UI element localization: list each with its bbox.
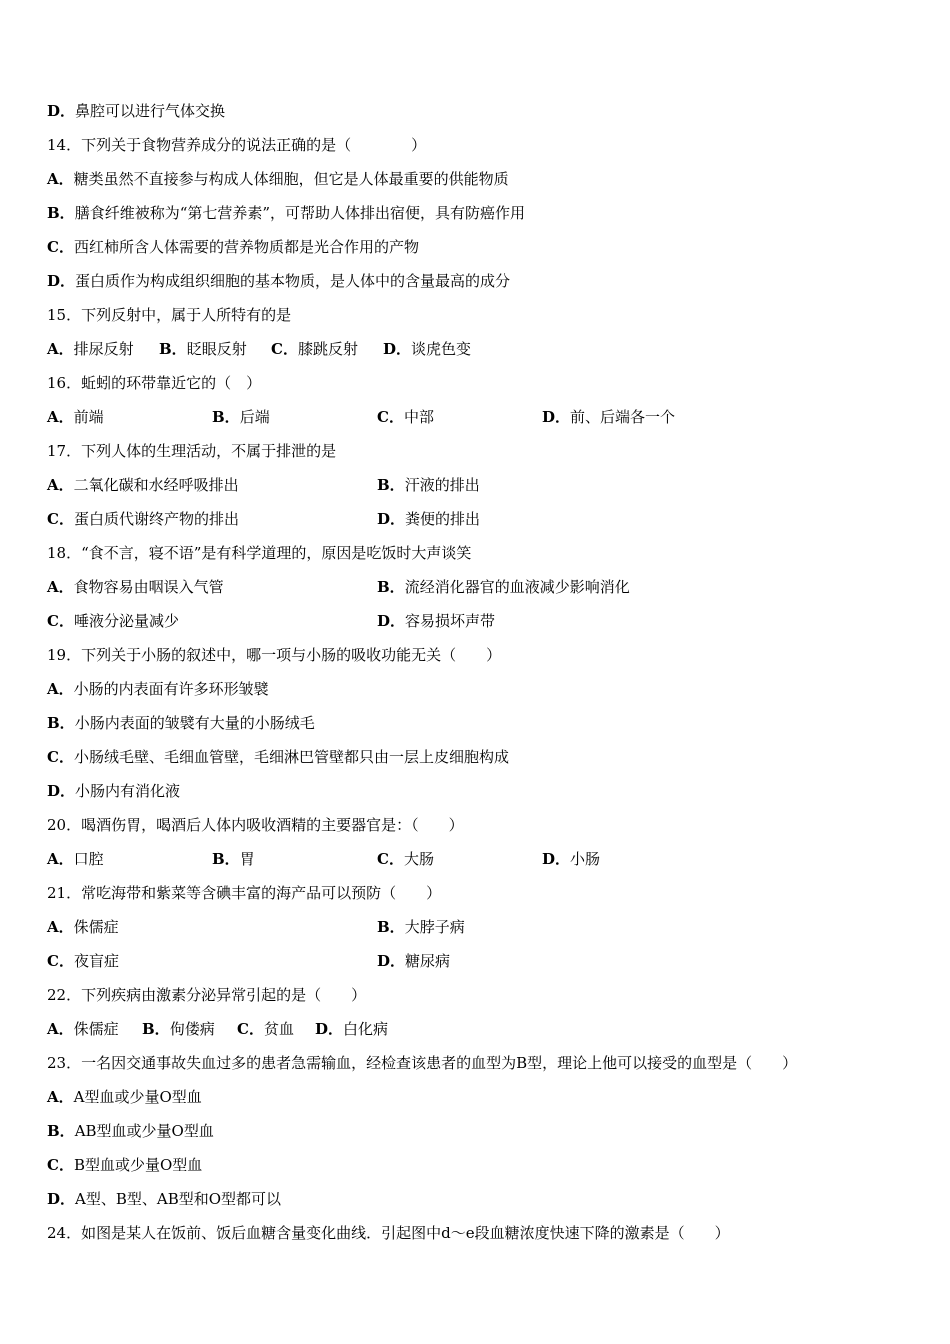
option-letter: D． (542, 408, 571, 426)
option-text: 侏儒症 (73, 918, 119, 936)
option-text: 流经消化器官的血液减少影响消化 (404, 578, 630, 596)
option-text: 白化病 (343, 1020, 389, 1038)
question-stem: 22．下列疾病由激素分泌异常引起的是（ ） (47, 986, 367, 1004)
question-stem: 17．下列人体的生理活动，不属于排泄的是 (47, 442, 337, 460)
option-text: 唾液分泌量减少 (73, 612, 179, 630)
option-letter: B． (47, 204, 75, 222)
q17-option-b (377, 473, 480, 497)
option-letter: A． (47, 918, 74, 936)
q19-option-d (47, 779, 180, 803)
q22-option-b (142, 1017, 215, 1041)
question-stem: 15．下列反射中，属于人所特有的是 (47, 306, 292, 324)
q18-option-a (47, 575, 224, 599)
option-letter: C． (377, 408, 404, 426)
option-letter: C． (47, 748, 74, 766)
q23-option-a (47, 1085, 202, 1109)
q21-option-c (47, 949, 119, 973)
option-text: 大脖子病 (404, 918, 465, 936)
option-letter: D． (47, 1190, 76, 1208)
q18-option-c (47, 609, 179, 633)
q24-stem (47, 1221, 730, 1245)
q13-option-d (47, 99, 225, 123)
option-text: 谈虎色变 (411, 340, 472, 358)
q17-option-c (47, 507, 239, 531)
option-text: A型、B型、AB型和O型都可以 (75, 1190, 282, 1208)
option-text: 小肠绒毛壁、毛细血管壁，毛细淋巴管壁都只由一层上皮细胞构成 (73, 748, 509, 766)
option-letter: A． (47, 1020, 74, 1038)
option-text: 二氧化碳和水经呼吸排出 (73, 476, 239, 494)
option-text: 后端 (239, 408, 270, 426)
question-stem: 23．一名因交通事故失血过多的患者急需输血，经检查该患者的血型为B型，理论上他可以接受的血型是（ ） (47, 1054, 798, 1072)
q18-options-cd (47, 609, 907, 633)
option-letter: A． (47, 476, 74, 494)
q18-options-ab (47, 575, 907, 599)
q22-stem (47, 983, 366, 1007)
option-text: 汗液的排出 (404, 476, 480, 494)
option-letter: C． (47, 952, 74, 970)
option-letter: A． (47, 170, 74, 188)
option-text: 前、后端各一个 (570, 408, 676, 426)
q22-options (47, 1017, 907, 1041)
q14-option-c (47, 235, 419, 259)
q16-option-d (542, 405, 675, 429)
question-stem: 19．下列关于小肠的叙述中，哪一项与小肠的吸收功能无关（ ） (47, 646, 502, 664)
option-text: 蛋白质代谢终产物的排出 (73, 510, 239, 528)
q22-option-a (47, 1017, 119, 1041)
option-letter: B． (159, 340, 187, 358)
q18-stem (47, 541, 471, 565)
option-letter: B． (377, 476, 405, 494)
option-letter: B． (377, 578, 405, 596)
q20-options (47, 847, 907, 871)
option-text: 中部 (403, 408, 434, 426)
option-letter: A． (47, 1088, 74, 1106)
question-stem: 20．喝酒伤胃，喝酒后人体内吸收酒精的主要器官是：（ ） (47, 816, 464, 834)
option-letter: B． (212, 408, 240, 426)
q22-option-c (237, 1017, 294, 1041)
option-letter: B． (377, 918, 405, 936)
q21-options-ab (47, 915, 907, 939)
q17-option-d (377, 507, 480, 531)
option-letter: B． (47, 1122, 75, 1140)
q21-option-a (47, 915, 119, 939)
option-text: 粪便的排出 (405, 510, 481, 528)
option-letter: C． (47, 510, 74, 528)
q23-option-d (47, 1187, 281, 1211)
q15-option-d (383, 337, 471, 361)
option-text: 大肠 (403, 850, 434, 868)
q21-option-b (377, 915, 465, 939)
q20-option-a (47, 847, 104, 871)
question-stem: 21．常吃海带和紫菜等含碘丰富的海产品可以预防（ ） (47, 884, 442, 902)
q19-option-c (47, 745, 509, 769)
q19-option-b (47, 711, 315, 735)
option-text: 小肠内有消化液 (75, 782, 181, 800)
option-letter: D． (47, 102, 76, 120)
q16-stem (47, 371, 261, 395)
option-text: 贫血 (263, 1020, 294, 1038)
option-letter: C． (271, 340, 298, 358)
q14-option-a (47, 167, 509, 191)
q22-option-d (315, 1017, 388, 1041)
option-letter: C． (237, 1020, 264, 1038)
q20-option-b (212, 847, 255, 871)
q18-option-d (377, 609, 495, 633)
option-text: 小肠 (570, 850, 601, 868)
option-letter: B． (47, 714, 75, 732)
q15-option-c (271, 337, 358, 361)
question-stem: 24．如图是某人在饭前、饭后血糖含量变化曲线．引起图中d～e段血糖浓度快速下降的激素是（ ） (47, 1224, 730, 1242)
q17-options-ab (47, 473, 907, 497)
option-text: 糖类虽然不直接参与构成人体细胞，但它是人体最重要的供能物质 (73, 170, 509, 188)
question-stem: 18．“食不言，寝不语”是有科学道理的，原因是吃饭时大声谈笑 (47, 544, 472, 562)
option-text: 小肠的内表面有许多环形皱襞 (73, 680, 269, 698)
q20-option-c (377, 847, 434, 871)
option-text: 夜盲症 (73, 952, 119, 970)
q15-stem (47, 303, 291, 327)
option-text: 蛋白质作为构成组织细胞的基本物质，是人体中的含量最高的成分 (75, 272, 511, 290)
q15-options (47, 337, 907, 361)
option-letter: D． (377, 510, 406, 528)
q17-stem (47, 439, 336, 463)
q16-option-c (377, 405, 434, 429)
option-letter: C． (47, 612, 74, 630)
q21-stem (47, 881, 441, 905)
option-text: 膝跳反射 (297, 340, 358, 358)
q17-option-a (47, 473, 239, 497)
option-letter: A． (47, 408, 74, 426)
option-letter: C． (47, 238, 74, 256)
q14-stem (47, 133, 426, 157)
option-text: 佝偻病 (169, 1020, 215, 1038)
option-letter: D． (383, 340, 412, 358)
option-text: 眨眼反射 (186, 340, 247, 358)
option-text: 食物容易由咽误入气管 (73, 578, 224, 596)
option-text: 排尿反射 (73, 340, 134, 358)
option-text: 糖尿病 (405, 952, 451, 970)
q19-stem (47, 643, 501, 667)
q15-option-a (47, 337, 134, 361)
option-letter: D． (47, 272, 76, 290)
q14-option-d (47, 269, 510, 293)
option-text: 膳食纤维被称为“第七营养素”，可帮助人体排出宿便，具有防癌作用 (74, 204, 526, 222)
question-stem: 14．下列关于食物营养成分的说法正确的是（ ） (47, 136, 427, 154)
option-letter: B． (142, 1020, 170, 1038)
option-text: 西红柿所含人体需要的营养物质都是光合作用的产物 (73, 238, 419, 256)
option-text: 容易损坏声带 (405, 612, 496, 630)
option-letter: A． (47, 680, 74, 698)
question-stem: 16．蚯蚓的环带靠近它的（ ） (47, 374, 262, 392)
option-letter: D． (315, 1020, 344, 1038)
option-text: 口腔 (73, 850, 104, 868)
option-text: 前端 (73, 408, 104, 426)
q21-options-cd (47, 949, 907, 973)
q17-options-cd (47, 507, 907, 531)
option-text: 侏儒症 (73, 1020, 119, 1038)
option-letter: D． (542, 850, 571, 868)
option-text: 小肠内表面的皱襞有大量的小肠绒毛 (74, 714, 315, 732)
option-text: 鼻腔可以进行气体交换 (75, 102, 226, 120)
option-letter: A． (47, 578, 74, 596)
option-letter: D． (377, 612, 406, 630)
q23-stem (47, 1051, 797, 1075)
option-text: AB型血或少量O型血 (74, 1122, 214, 1140)
q20-option-d (542, 847, 600, 871)
option-letter: C． (47, 1156, 74, 1174)
option-letter: A． (47, 850, 74, 868)
option-text: 胃 (239, 850, 255, 868)
q19-option-a (47, 677, 269, 701)
q21-option-d (377, 949, 450, 973)
q23-option-c (47, 1153, 202, 1177)
q15-option-b (159, 337, 247, 361)
option-letter: D． (47, 782, 76, 800)
option-letter: D． (377, 952, 406, 970)
q14-option-b (47, 201, 525, 225)
q23-option-b (47, 1119, 214, 1143)
option-text: B型血或少量O型血 (73, 1156, 203, 1174)
option-letter: C． (377, 850, 404, 868)
q16-option-b (212, 405, 270, 429)
option-letter: B． (212, 850, 240, 868)
q16-option-a (47, 405, 104, 429)
option-letter: A． (47, 340, 74, 358)
q20-stem (47, 813, 464, 837)
option-text: A型血或少量O型血 (73, 1088, 202, 1106)
q18-option-b (377, 575, 630, 599)
q16-options (47, 405, 907, 429)
